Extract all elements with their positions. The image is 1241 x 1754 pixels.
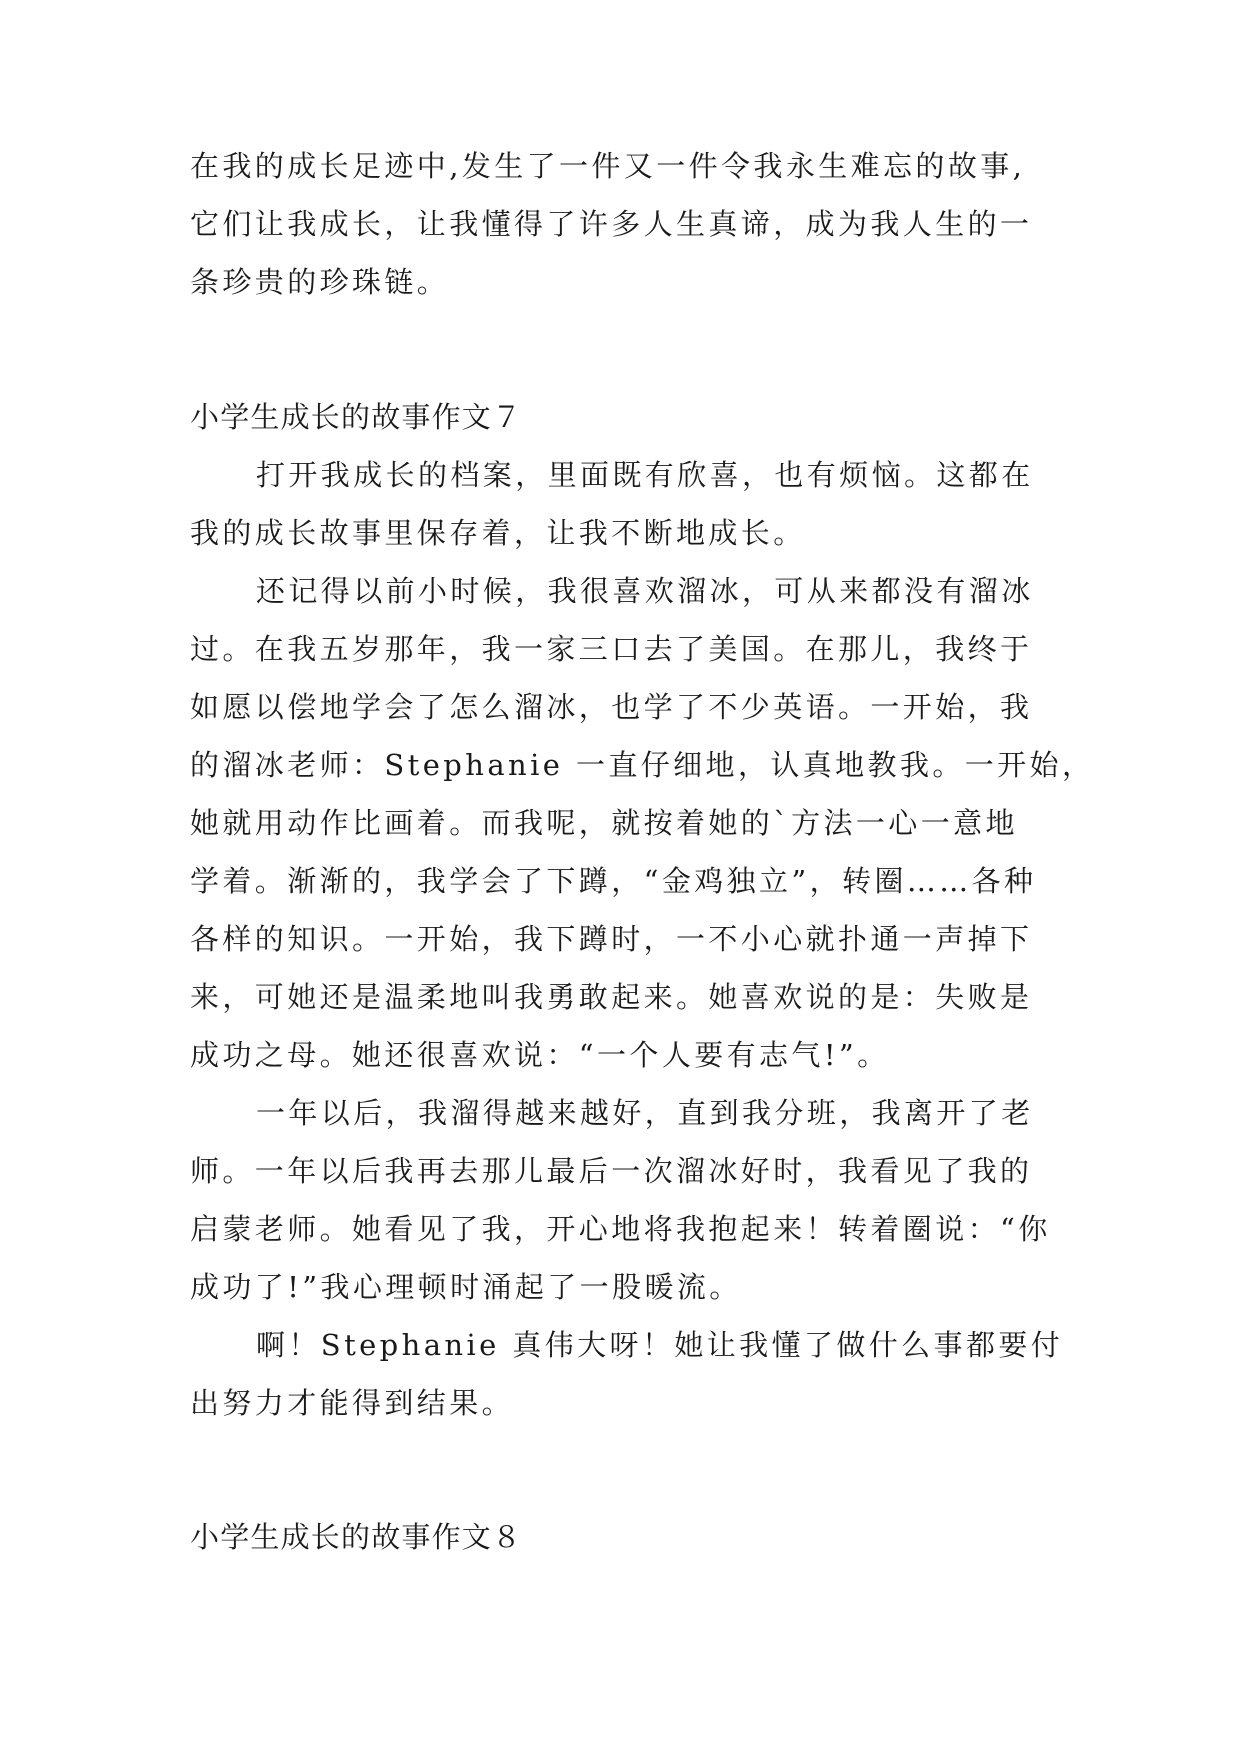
- text-line: 还记得以前小时候，我很喜欢溜冰，可从来都没有溜冰: [256, 574, 1034, 608]
- text-line: 如愿以偿地学会了怎么溜冰，也学了不少英语。一开始，我: [190, 690, 1033, 724]
- text-line: 打开我成长的档案，里面既有欣喜，也有烦恼。这都在: [256, 458, 1034, 492]
- text-line: 她就用动作比画着。而我呢，就按着她的`方法一心一意地: [190, 806, 1018, 840]
- text-line: 的溜冰老师：Stephanie 一直仔细地，认真地教我。一开始，: [190, 748, 1095, 782]
- essay-7-title: 小学生成长的故事作文７: [190, 400, 523, 434]
- text-line: 成功之母。她还很喜欢说：“一个人要有志气!”。: [190, 1038, 890, 1072]
- text-line: 它们让我成长，让我懂得了许多人生真谛，成为我人生的一: [190, 207, 1033, 241]
- text-line: 一年以后，我溜得越来越好，直到我分班，我离开了老: [256, 1096, 1034, 1130]
- text-line: 各样的知识。一开始，我下蹲时，一不小心就扑通一声掉下: [190, 922, 1033, 956]
- text-line: 师。一年以后我再去那儿最后一次溜冰好时，我看见了我的: [190, 1154, 1033, 1188]
- text-line: 条珍贵的珍珠链。: [190, 265, 450, 299]
- text-line: 我的成长故事里保存着，让我不断地成长。: [190, 516, 806, 550]
- essay-8-title: 小学生成长的故事作文８: [190, 1520, 523, 1554]
- text-line: 啊！Stephanie 真伟大呀！她让我懂了做什么事都要付: [256, 1328, 1064, 1362]
- text-line: 过。在我五岁那年，我一家三口去了美国。在那儿，我终于: [190, 632, 1033, 666]
- text-line: 启蒙老师。她看见了我，开心地将我抱起来！转着圈说：“你: [190, 1212, 1051, 1246]
- text-line: 在我的成长足迹中,发生了一件又一件令我永生难忘的故事,: [190, 149, 1026, 183]
- text-line: 成功了!”我心理顿时涌起了一股暖流。: [190, 1270, 742, 1304]
- text-line: 来，可她还是温柔地叫我勇敢起来。她喜欢说的是：失败是: [190, 980, 1033, 1014]
- text-line: 出努力才能得到结果。: [190, 1386, 515, 1420]
- text-line: 学着。渐渐的，我学会了下蹲，“金鸡独立”，转圈……各种: [190, 864, 1037, 898]
